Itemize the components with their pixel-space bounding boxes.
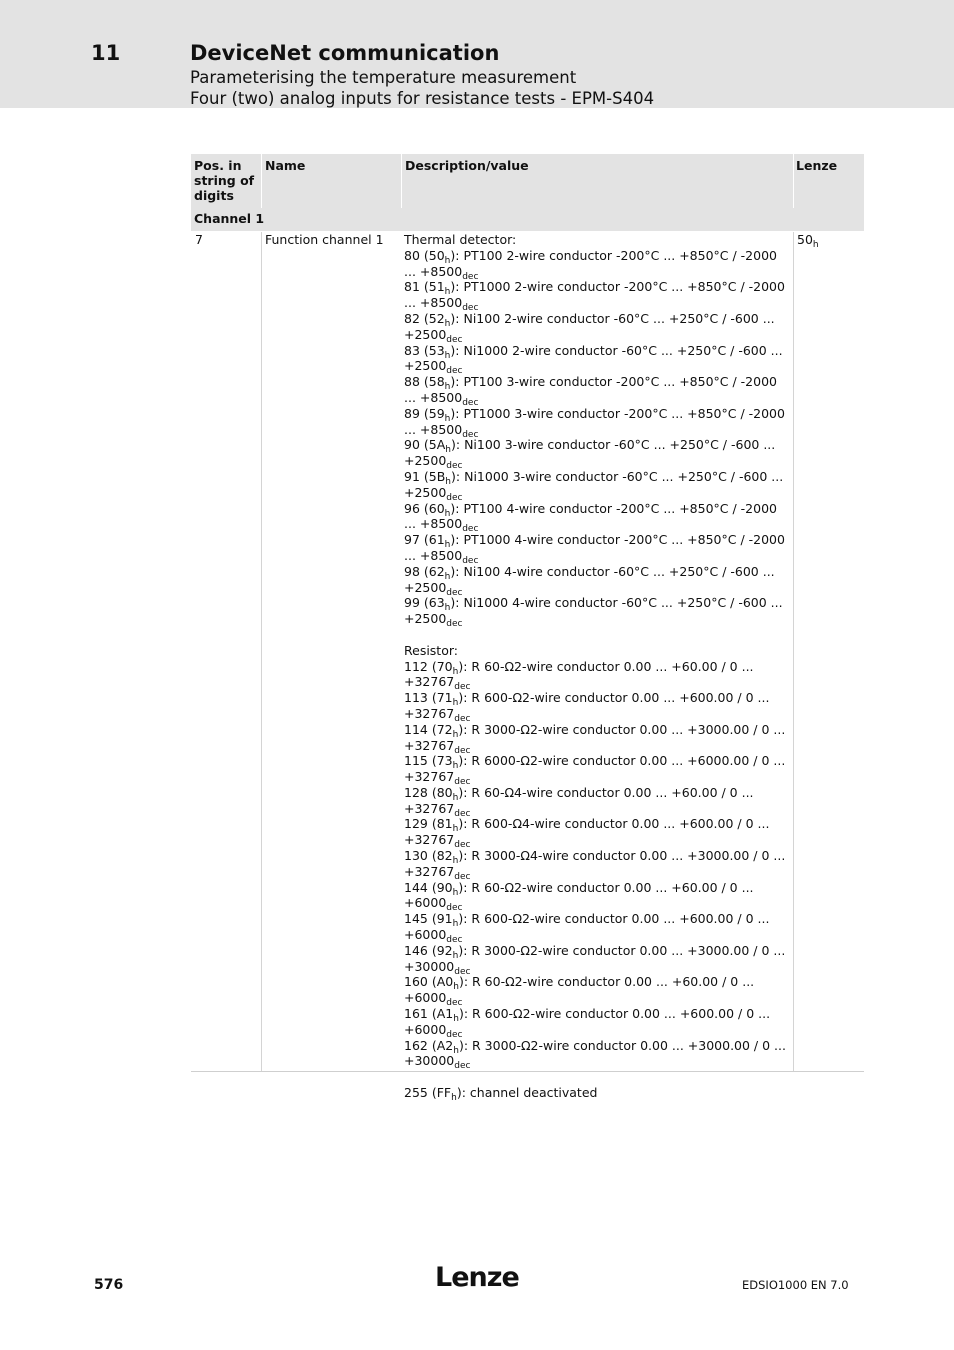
option-item: 80 $(50_h)$: PT100 2-wire conductor -200°C ... +850°C / -2000 ... $+8500_{dec}$ xyxy=(404,247,777,282)
option-item: 144 $(90_h)$: R 60-Ω2-wire conductor 0.00 ... +60.00 / 0 ... $+6000_{dec}$ xyxy=(404,879,754,914)
option-item: 161 $(A1_h)$: R 600-Ω2-wire conductor 0.00 ... +600.00 / 0 ... $+6000_{dec}$ xyxy=(404,1006,771,1040)
column-header-pos: Pos. in string of digits xyxy=(194,158,255,203)
section-subtitle: Parameterising the temperature measurement xyxy=(190,68,577,87)
option-item: 97 $(61_h)$: PT1000 4-wire conductor -200°C ... +850°C / -2000 ... $+8500_{dec}$ xyxy=(404,532,785,566)
deactivated-option: 255 $(FF_h)$: channel deactivated xyxy=(404,1085,598,1104)
option-item: 115 $(73_h)$: R 6000-Ω2-wire conductor 0.00 ... +6000.00 / 0 ... $+32767_{dec}$ xyxy=(404,753,786,788)
section-subtitle-2: Four (two) analog inputs for resistance tests - EPM-S404 xyxy=(190,89,655,108)
option-item: 88 $(58_h)$: PT100 3-wire conductor -200°C ... +850°C / -2000 ... $+8500_{dec}$ xyxy=(404,374,777,408)
option-item: 113 $(71_h)$: R 600-Ω2-wire conductor 0.00 ... +600.00 / 0 ... $+32767_{dec}$ xyxy=(404,690,770,724)
lenze-logo: Lenze xyxy=(435,1262,519,1293)
table-header xyxy=(191,154,864,231)
row-description xyxy=(404,232,789,1104)
option-item: 146 $(92_h)$: R 3000-Ω2-wire conductor 0.00 ... +3000.00 / 0 ... $+30000_{dec}$ xyxy=(404,942,786,977)
thermal-detector-title: Thermal detector: xyxy=(404,232,517,247)
option-item: 83 $(53_h)$: Ni1000 2-wire conductor -60°C ... +250°C / -600 ... $+2500_{dec}$ xyxy=(404,342,783,377)
row-name: Function channel 1 xyxy=(265,232,384,247)
option-item: 91 $(5B_h)$: Ni1000 3-wire conductor -60°C ... +250°C / -600 ... $+2500_{dec}$ xyxy=(404,468,784,503)
option-item: 99 $(63_h)$: Ni1000 4-wire conductor -60°C ... +250°C / -600 ... $+2500_{dec}$ xyxy=(404,595,783,630)
resistor-list xyxy=(404,659,789,1070)
option-item: 90 $(5A_h)$: Ni100 3-wire conductor -60°C ... +250°C / -600 ... $+2500_{dec}$ xyxy=(404,437,776,472)
option-item: 160 $(A0_h)$: R 60-Ω2-wire conductor 0.00 ... +60.00 / 0 ... $+6000_{dec}$ xyxy=(404,974,755,1009)
document-id: EDSIO1000 EN 7.0 xyxy=(742,1278,849,1292)
option-item: 96 $(60_h)$: PT100 4-wire conductor -200°C ... +850°C / -2000 ... $+8500_{dec}$ xyxy=(404,500,777,535)
option-item: 130 $(82_h)$: R 3000-Ω4-wire conductor 0.00 ... +3000.00 / 0 ... $+32767_{dec}$ xyxy=(404,848,786,882)
option-item: 81 $(51_h)$: PT1000 2-wire conductor -200°C ... +850°C / -2000 ... $+8500_{dec}$ xyxy=(404,279,785,314)
option-item: 145 $(91_h)$: R 600-Ω2-wire conductor 0.00 ... +600.00 / 0 ... $+6000_{dec}$ xyxy=(404,911,770,946)
column-header-description: Description/value xyxy=(405,158,529,173)
thermal-detector-list xyxy=(404,247,789,630)
page-number: 576 xyxy=(94,1277,124,1293)
option-item: 129 $(81_h)$: R 600-Ω4-wire conductor 0.00 ... +600.00 / 0 ... $+32767_{dec}$ xyxy=(404,816,770,851)
resistor-title: Resistor: xyxy=(404,642,458,658)
option-item: 114 $(72_h)$: R 3000-Ω2-wire conductor 0.00 ... +3000.00 / 0 ... $+32767_{dec}$ xyxy=(404,721,786,756)
chapter-number: 11 xyxy=(91,41,121,65)
row-pos: 7 xyxy=(195,232,203,247)
column-header-name: Name xyxy=(265,158,306,173)
row-lenze-default: $50_h$ xyxy=(797,232,819,250)
option-item: 98 $(62_h)$: Ni100 4-wire conductor -60°C ... +250°C / -600 ... $+2500_{dec}$ xyxy=(404,563,775,598)
option-item: 89 $(59_h)$: PT1000 3-wire conductor -200°C ... +850°C / -2000 ... $+8500_{dec}$ xyxy=(404,405,785,440)
chapter-header xyxy=(0,0,954,108)
option-item: 128 $(80_h)$: R 60-Ω4-wire conductor 0.00 ... +60.00 / 0 ... $+32767_{dec}$ xyxy=(404,784,754,819)
option-item: 112 $(70_h)$: R 60-Ω2-wire conductor 0.00 ... +60.00 / 0 ... $+32767_{dec}$ xyxy=(404,658,754,693)
option-item: 82 $(52_h)$: Ni100 2-wire conductor -60°C ... +250°C / -600 ... $+2500_{dec}$ xyxy=(404,310,775,345)
column-header-lenze: Lenze xyxy=(796,158,838,173)
channel-label: Channel 1 xyxy=(194,211,265,226)
chapter-title: DeviceNet communication xyxy=(190,41,500,65)
option-item: 162 $(A2_h)$: R 3000-Ω2-wire conductor 0.00 ... +3000.00 / 0 ... $+30000_{dec}$ xyxy=(404,1037,786,1072)
